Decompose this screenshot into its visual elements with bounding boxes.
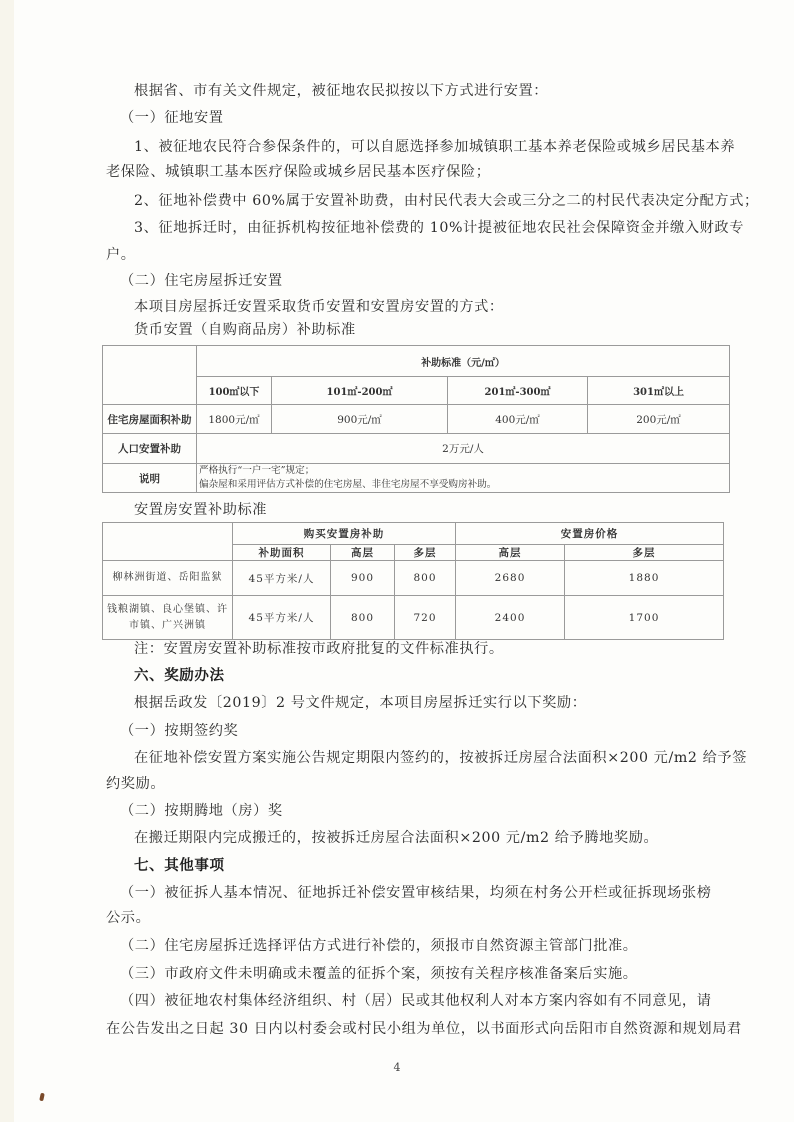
- section-7-item-1-line-1: （一）被征拆人基本情况、征地拆迁补偿安置审核结果，均须在村务公开栏或征拆现场张榜: [120, 885, 712, 901]
- cell-value: 900元/㎡: [272, 405, 448, 434]
- table2-subcol-header: 高层: [456, 545, 565, 561]
- note-line: 严格执行“一户一宅”规定；: [199, 465, 315, 476]
- item-3-line-1: 3、征地拆迁时，由征拆机构按征地补偿费的 10%计提被征地农民社会保障资金并缴入财政专: [134, 220, 744, 236]
- cell-value: 900: [331, 561, 395, 596]
- table2-subcol-header: 高层: [331, 545, 395, 561]
- cell-value: 2400: [456, 596, 565, 640]
- table-row: [103, 596, 724, 640]
- table1-caption: 货币安置（自购商品房）补助标准: [134, 322, 356, 338]
- table1-group-header: 补助标准（元/㎡）: [197, 346, 730, 377]
- row-label: 住宅房屋面积补助: [103, 405, 197, 434]
- row-label: 钱粮湖镇、良心堡镇、许市镇、广兴洲镇: [103, 596, 233, 640]
- row-label: 柳林洲街道、岳阳监狱: [103, 561, 233, 596]
- item-1-line-1: 1、被征地农民符合参保条件的，可以自愿选择参加城镇职工基本养老保险或城乡居民基本养: [134, 139, 736, 155]
- section-6-sub-1: （一）按期签约奖: [120, 723, 239, 739]
- section-6-intro: 根据岳政发〔2019〕2 号文件规定，本项目房屋拆迁实行以下奖励：: [134, 695, 587, 711]
- housing-method-paragraph: 本项目房屋拆迁安置采取货币安置和安置房安置的方式：: [134, 299, 504, 315]
- table2-group-header: 安置房价格: [456, 523, 724, 545]
- intro-paragraph: 根据省、市有关文件规定，被征地农民拟按以下方式进行安置：: [134, 83, 549, 99]
- page-number: 4: [393, 1061, 401, 1074]
- item-1-line-2: 老保险、城镇职工基本医疗保险或城乡居民基本医疗保险；: [106, 164, 491, 180]
- cell-value: 400元/㎡: [448, 405, 588, 434]
- item-2: 2、征地补偿费中 60%属于安置补助费，由村民代表大会或三分之二的村民代表决定分配方式；: [134, 193, 759, 209]
- table1-col-header: 101㎡-200㎡: [272, 377, 448, 405]
- table-row: [103, 405, 730, 434]
- section-7-item-2: （二）住宅房屋拆迁选择评估方式进行补偿的，须报市自然资源主管部门批准。: [120, 938, 638, 954]
- monetary-subsidy-table: [102, 345, 730, 493]
- table2-group-header: 购买安置房补助: [233, 523, 456, 545]
- resettlement-housing-table: [102, 522, 724, 640]
- cell-value: 1800元/㎡: [197, 405, 272, 434]
- subsection-heading-housing: （二）住宅房屋拆迁安置: [120, 273, 283, 289]
- scan-speck: [39, 1093, 45, 1102]
- item-3-line-2: 户。: [106, 247, 136, 263]
- section-7-item-4-line-2: 在公告发出之日起 30 日内以村委会或村民小组为单位，以书面形式向岳阳市自然资源和规划局君: [106, 1021, 742, 1037]
- table1-col-header: 301㎡以上: [588, 377, 730, 405]
- cell-value: 2680: [456, 561, 565, 596]
- table1-col-header: 201㎡-300㎡: [448, 377, 588, 405]
- cell-value: 800: [395, 561, 456, 596]
- table-row: [103, 561, 724, 596]
- table2-caption: 安置房安置补助标准: [134, 502, 268, 518]
- cell-value: 1700: [565, 596, 724, 640]
- section-7-title: 七、其他事项: [134, 858, 225, 874]
- cell-value: 2万元/人: [197, 434, 730, 464]
- table-row: [103, 464, 730, 493]
- section-7-item-1-line-2: 公示。: [106, 910, 151, 926]
- section-6-sub-2: （二）按期腾地（房）奖: [120, 803, 283, 819]
- table1-col-header: 100㎡以下: [197, 377, 272, 405]
- table-row: [103, 434, 730, 464]
- note-cell: [197, 464, 730, 493]
- cell-value: 45平方米/人: [233, 596, 331, 640]
- section-7-item-3: （三）市政府文件未明确或未覆盖的征拆个案，须按有关程序核准备案后实施。: [120, 966, 638, 982]
- table1-corner-cell: [103, 346, 197, 405]
- cell-value: 200元/㎡: [588, 405, 730, 434]
- section-6-para-2-line-2: 约奖励。: [106, 776, 166, 792]
- cell-value: 720: [395, 596, 456, 640]
- row-label: 人口安置补助: [103, 434, 197, 464]
- table2-corner-cell: [103, 523, 233, 561]
- cell-value: 1880: [565, 561, 724, 596]
- table2-note: 注：安置房安置补助标准按市政府批复的文件标准执行。: [134, 641, 504, 657]
- cell-value: 45平方米/人: [233, 561, 331, 596]
- section-6-title: 六、奖励办法: [134, 668, 225, 684]
- cell-value: 800: [331, 596, 395, 640]
- section-6-para-3: 在搬迁期限内完成搬迁的，按被拆迁房屋合法面积×200 元/m2 给予腾地奖励。: [134, 830, 659, 846]
- table2-subcol-header: 多层: [395, 545, 456, 561]
- table2-subcol-header: 多层: [565, 545, 724, 561]
- row-label: 说明: [103, 464, 197, 493]
- section-6-para-2-line-1: 在征地补偿安置方案实施公告规定期限内签约的，按被拆迁房屋合法面积×200 元/m2 给予签: [134, 750, 747, 766]
- subsection-heading-land: （一）征地安置: [120, 110, 224, 126]
- section-7-item-4-line-1: （四）被征地农村集体经济组织、村（居）民或其他权利人对本方案内容如有不同意见，请: [120, 993, 712, 1009]
- table2-subcol-header: 补助面积: [233, 545, 331, 561]
- note-line: 偏杂屋和采用评估方式补偿的住宅房屋、非住宅房屋不享受购房补助。: [199, 479, 497, 490]
